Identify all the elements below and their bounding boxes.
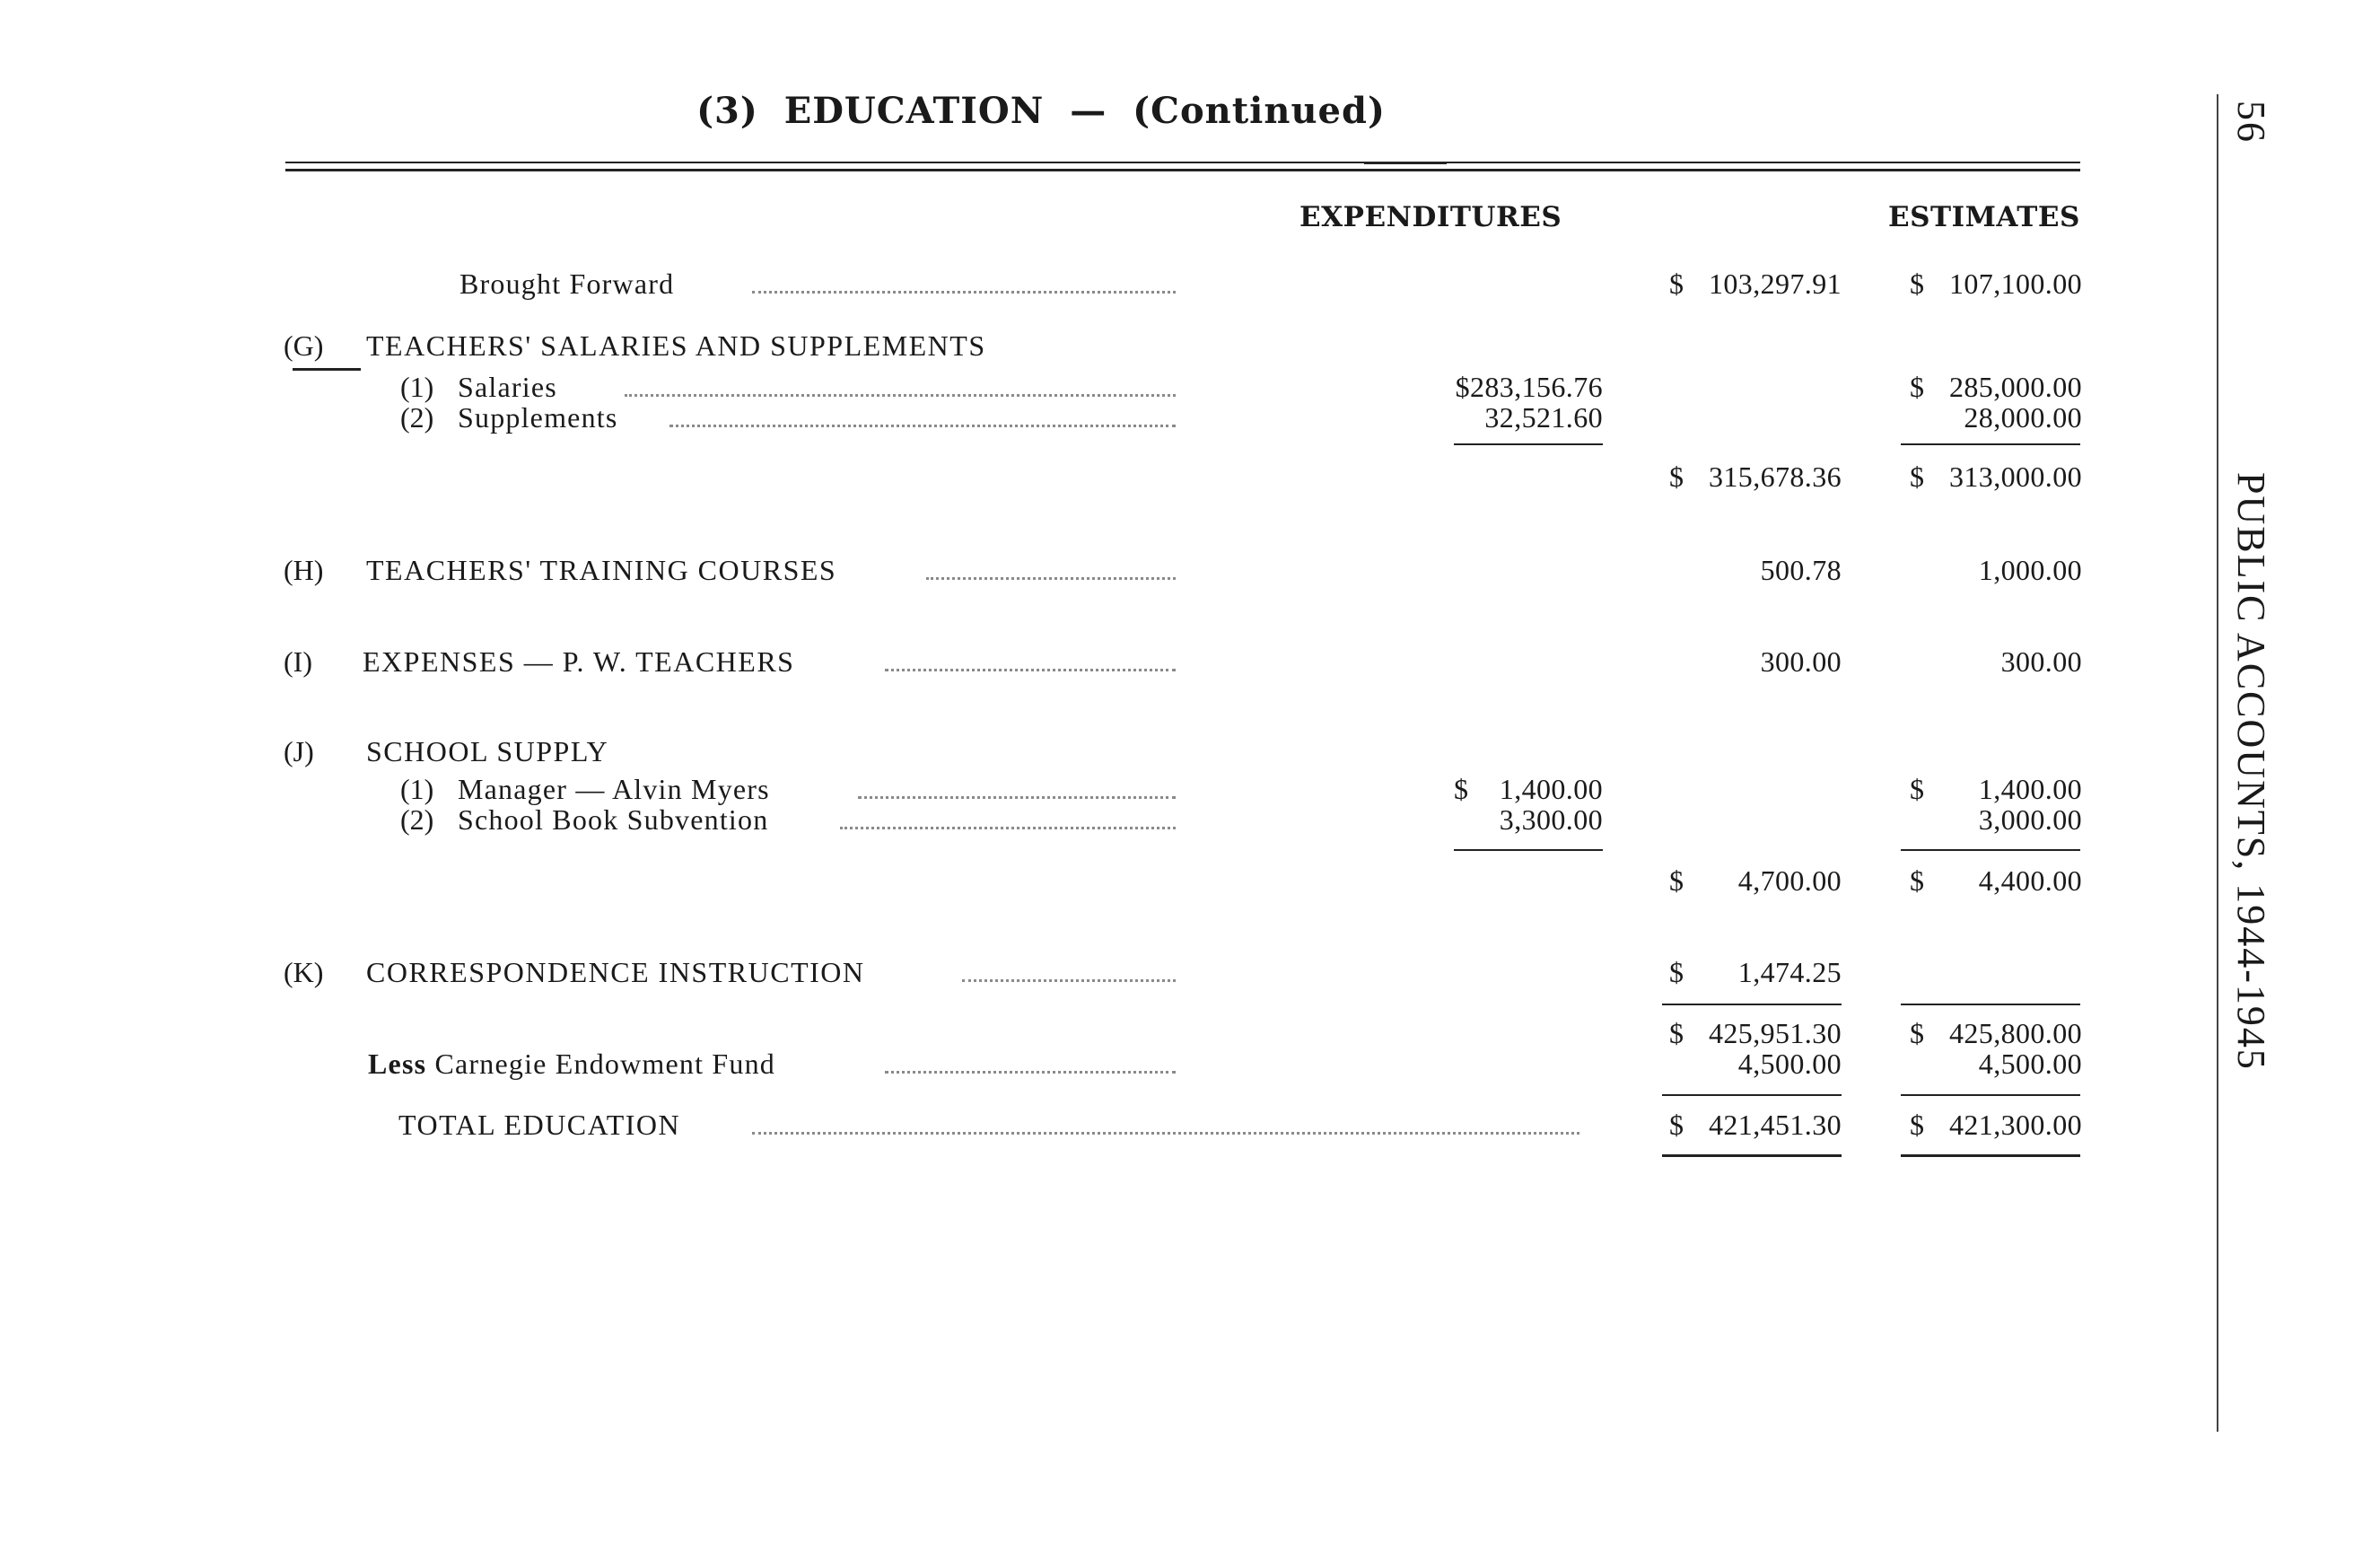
total-education-expenditures: 421,451.30 <box>1709 1109 1842 1141</box>
section-total-g: 315,678.36 <box>1709 460 1842 493</box>
section-label-i: EXPENSES — P. W. TEACHERS <box>363 645 795 678</box>
leader-dots <box>752 291 1176 294</box>
dollar-sign: $ <box>1669 1109 1684 1141</box>
item-code: (2) <box>400 803 434 836</box>
leader-dots <box>885 669 1176 671</box>
leader-dots <box>926 577 1176 580</box>
dollar-sign: $ <box>1910 460 1924 493</box>
dollar-sign: $ <box>1669 1017 1684 1049</box>
brought-forward-label: Brought Forward <box>459 267 675 300</box>
brought-forward-total: 103,297.91 <box>1709 267 1842 300</box>
code-underline <box>293 368 361 371</box>
section-code-i: (I) <box>284 645 312 678</box>
subtotal-rule <box>1454 849 1603 851</box>
less-carnegie-text: Carnegie Endowment Fund <box>434 1048 776 1080</box>
section-code-h: (H) <box>284 554 324 586</box>
dollar-sign: $ <box>1910 1017 1924 1049</box>
expenditure-supplements: 32,521.60 <box>1484 401 1603 434</box>
section-label-g: TEACHERS' SALARIES AND SUPPLEMENTS <box>366 329 986 362</box>
column-header-expenditures: EXPENDITURES <box>1299 201 1562 233</box>
section-total-i: 300.00 <box>1760 645 1842 678</box>
total-education-label: TOTAL EDUCATION <box>398 1109 681 1141</box>
less-carnegie-label <box>368 1047 775 1081</box>
estimate-salaries: 285,000.00 <box>1949 371 2082 403</box>
estimate-total-h: 1,000.00 <box>1978 554 2082 586</box>
subtotal-rule <box>1662 1004 1842 1005</box>
subtotal-rule <box>1454 443 1603 445</box>
dollar-sign: $ <box>1454 773 1468 805</box>
item-label-salaries: Salaries <box>458 371 557 403</box>
dollar-sign: $ <box>1669 267 1684 300</box>
estimate-supplements: 28,000.00 <box>1964 401 2082 434</box>
expenditure-school-book-subvention: 3,300.00 <box>1499 803 1603 836</box>
less-estimates: 4,500.00 <box>1978 1048 2082 1080</box>
less-keyword: Less <box>368 1048 427 1080</box>
leader-dots <box>669 425 1176 427</box>
estimate-manager: 1,400.00 <box>1978 773 2082 805</box>
section-code-g: (G) <box>284 329 324 362</box>
leader-dots <box>858 796 1176 799</box>
subtotal-estimates: 425,800.00 <box>1949 1017 2082 1049</box>
less-expenditures: 4,500.00 <box>1737 1048 1842 1080</box>
total-education-estimates: 421,300.00 <box>1949 1109 2082 1141</box>
dollar-sign: $ <box>1910 371 1924 403</box>
page-number: 56 <box>2229 101 2273 144</box>
total-rule <box>1901 1094 2080 1096</box>
item-code: (2) <box>400 401 434 434</box>
item-code: (1) <box>400 371 434 403</box>
estimate-school-book-subvention: 3,000.00 <box>1978 803 2082 836</box>
subtotal-rule <box>1901 443 2080 445</box>
dollar-sign: $ <box>1669 956 1684 988</box>
subtotal-rule <box>1901 1004 2080 1005</box>
subtotal-rule <box>1901 849 2080 851</box>
section-label-k: CORRESPONDENCE INSTRUCTION <box>366 956 865 988</box>
item-code: (1) <box>400 773 434 805</box>
expenditure-manager: 1,400.00 <box>1499 773 1603 805</box>
section-code-k: (K) <box>284 956 324 988</box>
section-total-h: 500.78 <box>1760 554 1842 586</box>
leader-dots <box>962 979 1176 982</box>
running-header <box>2226 101 2297 1429</box>
section-code-j: (J) <box>284 735 314 767</box>
leader-dots <box>625 394 1176 397</box>
column-header-estimates: ESTIMATES <box>1888 201 2080 233</box>
double-rule <box>1662 1154 1842 1157</box>
dollar-sign: $ <box>1910 864 1924 897</box>
header-rule-mark <box>1364 162 1447 164</box>
item-label-school-book-subvention: School Book Subvention <box>458 803 769 836</box>
estimate-total-j: 4,400.00 <box>1978 864 2082 897</box>
dollar-sign: $ <box>1669 460 1684 493</box>
section-label-h: TEACHERS' TRAINING COURSES <box>366 554 837 586</box>
section-total-k: 1,474.25 <box>1737 956 1842 988</box>
expenditure-salaries: $283,156.76 <box>1455 371 1603 403</box>
item-label-manager: Manager — Alvin Myers <box>458 773 770 805</box>
header-rule-thin <box>285 162 2080 163</box>
leader-dots <box>752 1132 1579 1135</box>
header-rule-thick <box>285 169 2080 171</box>
section-label-j: SCHOOL SUPPLY <box>366 735 609 767</box>
leader-dots <box>885 1071 1176 1074</box>
running-title: PUBLIC ACCOUNTS, 1944-1945 <box>2229 472 2273 1071</box>
estimate-total-g: 313,000.00 <box>1949 460 2082 493</box>
item-label-supplements: Supplements <box>458 401 618 434</box>
section-title: (3) EDUCATION — (Continued) <box>696 90 1386 132</box>
leader-dots <box>840 827 1176 829</box>
estimate-total-i: 300.00 <box>2000 645 2082 678</box>
dollar-sign: $ <box>1669 864 1684 897</box>
subtotal-expenditures: 425,951.30 <box>1709 1017 1842 1049</box>
brought-forward-estimate: 107,100.00 <box>1949 267 2082 300</box>
total-rule <box>1662 1094 1842 1096</box>
double-rule <box>1901 1154 2080 1157</box>
margin-rule <box>2217 94 2218 1432</box>
dollar-sign: $ <box>1910 267 1924 300</box>
dollar-sign: $ <box>1910 1109 1924 1141</box>
dollar-sign: $ <box>1910 773 1924 805</box>
section-total-j: 4,700.00 <box>1737 864 1842 897</box>
